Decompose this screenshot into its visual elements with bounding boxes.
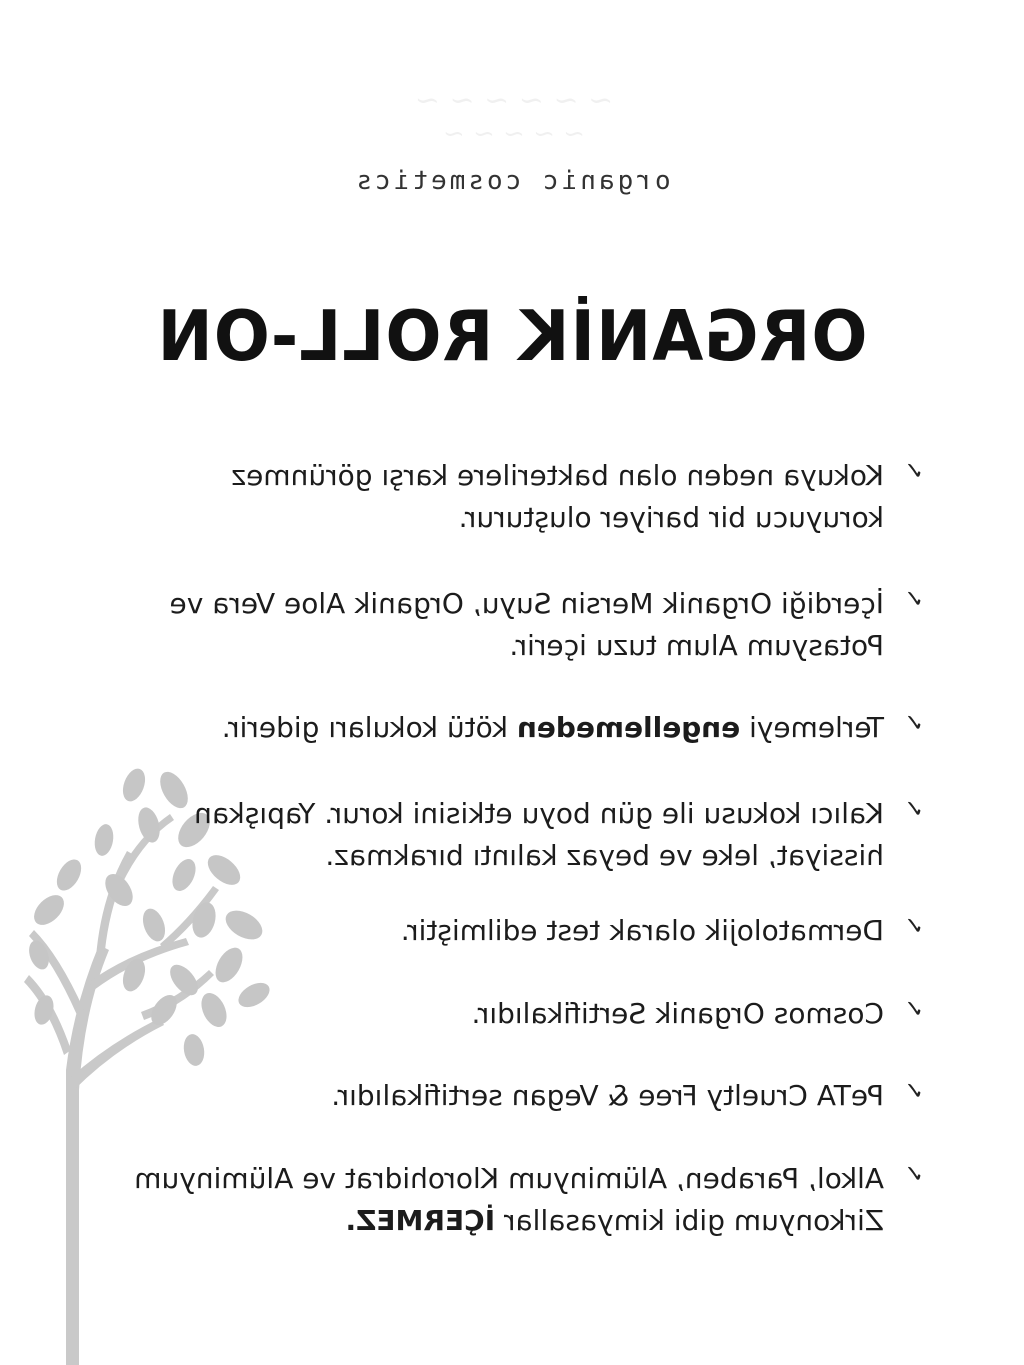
checkmark-icon: ✓	[903, 912, 924, 940]
feature-text: PeTA Cruelty Free & Vegan sertifikalıdır.	[331, 1079, 884, 1112]
checkmark-icon: ✓	[903, 1160, 924, 1188]
svg-text:~ ~ ~ ~ ~ ~: ~ ~ ~ ~ ~ ~	[414, 83, 614, 118]
feature-text: İçerdiği Organik Mersin Suyu, Organik Aloe Vera ve Potasyum Alum tuzu içerir.	[169, 587, 884, 662]
feature-text-bold: İÇERMEZ.	[345, 1204, 496, 1237]
page-title: ORGANİK ROLL-ON	[156, 296, 868, 377]
feature-text-post: kötü kokuları giderir.	[221, 711, 517, 744]
feature-text	[94, 1158, 884, 1242]
feature-text	[94, 707, 884, 749]
feature-text: Kokuya neden olan bakterilere karşı görünmez koruyucu bir bariyer oluşturur.	[231, 459, 884, 534]
checkmark-icon: ✓	[903, 1077, 924, 1105]
svg-text:~ ~ ~ ~ ~: ~ ~ ~ ~ ~	[443, 119, 585, 149]
checkmark-icon: ✓	[903, 709, 924, 737]
faint-logo-mark	[314, 80, 714, 150]
feature-text: Kalıcı kokusu ile gün boyu etkisini korur. Yapışkan hissiyat, leke ve beyaz kalıntı bırakmaz.	[194, 797, 884, 872]
brand-subtitle: organic cosmetics	[353, 166, 671, 196]
feature-text-pre: Alkol, Paraben, Alüminyum Klorohidrat ve Alüminyum Zirkonyum gibi kimyasallar	[134, 1162, 884, 1237]
feature-text-pre: Terlemeyi	[740, 711, 884, 744]
feature-text: Cosmos Organik Sertifikalıdır.	[471, 997, 884, 1030]
feature-text: Dermatolojik olarak test edilmiştir.	[400, 914, 884, 947]
checkmark-icon: ✓	[903, 457, 924, 485]
feature-text-bold: engellemeden	[516, 711, 741, 744]
checkmark-icon: ✓	[903, 795, 924, 823]
checkmark-icon: ✓	[903, 995, 924, 1023]
checkmark-icon: ✓	[903, 585, 924, 613]
